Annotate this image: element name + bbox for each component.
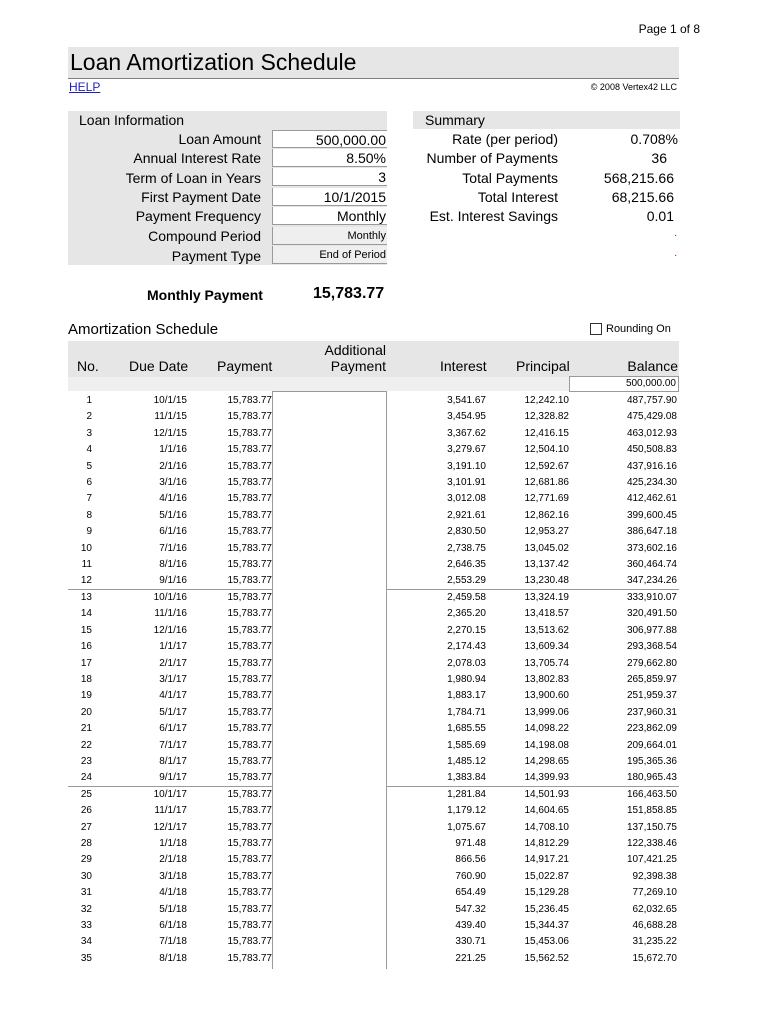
- row-balance: 62,032.65: [632, 903, 677, 915]
- row-payment: 15,783.77: [227, 477, 272, 489]
- schedule-title: Amortization Schedule: [68, 321, 219, 338]
- row-due-date: 12/1/16: [153, 624, 187, 636]
- row-due-date: 9/1/17: [159, 772, 187, 784]
- row-payment: 15,783.77: [227, 854, 272, 866]
- row-due-date: 8/1/16: [159, 559, 187, 571]
- row-interest: 1,685.55: [447, 723, 486, 735]
- row-interest: 1,075.67: [447, 821, 486, 833]
- row-due-date: 7/1/16: [159, 542, 187, 554]
- compound-period-label: Compound Period: [148, 228, 261, 244]
- row-payment: 15,783.77: [227, 887, 272, 899]
- table-row: [68, 720, 679, 736]
- row-number: 33: [80, 920, 92, 931]
- row-number: 2: [86, 411, 92, 423]
- row-payment: 15,783.77: [227, 575, 272, 587]
- row-number: 9: [86, 526, 92, 538]
- row-balance: 437,916.16: [626, 460, 677, 472]
- row-due-date: 2/1/18: [159, 854, 187, 866]
- row-interest: 2,646.35: [447, 559, 486, 571]
- row-principal: 12,953.27: [524, 526, 569, 538]
- row-principal: 13,802.83: [524, 673, 569, 685]
- row-payment: 15,783.77: [227, 723, 272, 735]
- interest-rate-field[interactable]: 8.50%: [272, 149, 387, 167]
- row-balance: 487,757.90: [626, 395, 677, 406]
- table-row: [68, 884, 679, 900]
- row-principal: 13,900.60: [524, 690, 569, 702]
- row-principal: 15,344.37: [524, 920, 569, 931]
- row-principal: 13,230.48: [524, 575, 569, 587]
- loan-term-label: Term of Loan in Years: [125, 170, 261, 186]
- table-row: [68, 392, 679, 408]
- group-divider: [68, 786, 272, 787]
- table-row: [68, 474, 679, 490]
- row-principal: 12,862.16: [524, 509, 569, 521]
- row-number: 21: [80, 723, 92, 735]
- row-interest: 2,365.20: [447, 608, 486, 620]
- table-row: [68, 786, 679, 802]
- row-balance: 209,664.01: [626, 739, 677, 751]
- row-interest: 547.32: [455, 903, 486, 915]
- table-row: [68, 671, 679, 687]
- rounding-label: Rounding On: [606, 323, 671, 335]
- interest-savings-value: 0.01: [646, 208, 674, 224]
- row-due-date: 2/1/16: [159, 460, 187, 472]
- row-principal: 12,328.82: [524, 411, 569, 423]
- table-row: [68, 851, 679, 867]
- table-row: [68, 753, 679, 769]
- row-number: 34: [80, 936, 92, 948]
- row-payment: 15,783.77: [227, 952, 272, 964]
- row-principal: 13,045.02: [524, 542, 569, 554]
- row-balance: 237,960.31: [626, 706, 677, 718]
- row-principal: 12,771.69: [524, 493, 569, 505]
- monthly-payment-label: Monthly Payment: [147, 287, 263, 303]
- row-balance: 373,602.16: [626, 542, 677, 554]
- table-row: [68, 507, 679, 523]
- row-payment: 15,783.77: [227, 788, 272, 800]
- row-payment: 15,783.77: [227, 493, 272, 505]
- row-principal: 14,812.29: [524, 837, 569, 849]
- total-interest-value: 68,215.66: [611, 189, 674, 205]
- row-payment: 15,783.77: [227, 591, 272, 603]
- row-payment: 15,783.77: [227, 706, 272, 718]
- row-number: 17: [80, 657, 92, 669]
- row-due-date: 11/1/17: [154, 805, 187, 817]
- row-balance: 306,977.88: [626, 624, 677, 636]
- table-row: [68, 819, 679, 835]
- total-interest-label: Total Interest: [477, 189, 558, 205]
- row-interest: 971.48: [455, 837, 486, 849]
- row-interest: 1,179.12: [447, 805, 486, 817]
- row-interest: 330.71: [455, 936, 486, 948]
- row-principal: 14,098.22: [524, 723, 569, 735]
- row-interest: 2,738.75: [447, 542, 486, 554]
- row-due-date: 8/1/17: [159, 755, 187, 767]
- col-header-principal: Principal: [516, 358, 570, 374]
- row-payment: 15,783.77: [227, 411, 272, 423]
- rounding-checkbox[interactable]: [590, 323, 671, 335]
- row-due-date: 5/1/16: [159, 509, 187, 521]
- row-due-date: 10/1/17: [153, 788, 187, 800]
- row-principal: 12,416.15: [524, 427, 569, 439]
- row-due-date: 2/1/17: [159, 657, 187, 669]
- row-number: 35: [80, 952, 92, 964]
- row-principal: 12,242.10: [524, 395, 569, 406]
- table-row: [68, 540, 679, 556]
- page-number: Page 1 of 8: [638, 22, 700, 36]
- row-principal: 13,705.74: [524, 657, 569, 669]
- row-number: 25: [80, 788, 92, 800]
- row-balance: 347,234.26: [626, 575, 677, 587]
- row-balance: 251,959.37: [626, 690, 677, 702]
- row-interest: 2,174.43: [447, 641, 486, 653]
- row-interest: 3,012.08: [447, 493, 486, 505]
- row-payment: 15,783.77: [227, 936, 272, 948]
- row-payment: 15,783.77: [227, 444, 272, 456]
- row-balance: 180,965.43: [626, 772, 677, 784]
- row-number: 16: [80, 641, 92, 653]
- row-interest: 1,383.84: [447, 772, 486, 784]
- payment-type-label: Payment Type: [171, 248, 261, 264]
- col-header-additional-1: Additional: [324, 342, 386, 358]
- loan-term-field[interactable]: 3: [272, 168, 387, 186]
- rate-per-period-label: Rate (per period): [452, 131, 558, 147]
- row-balance: 279,662.80: [626, 657, 677, 669]
- row-number: 12: [80, 575, 92, 587]
- row-principal: 13,137.42: [524, 559, 569, 571]
- marker-dot: .: [674, 248, 677, 259]
- table-row: [68, 901, 679, 917]
- row-due-date: 10/1/15: [153, 395, 187, 406]
- row-number: 5: [86, 460, 92, 472]
- summary-header: Summary: [425, 112, 485, 128]
- row-balance: 92,398.38: [632, 870, 677, 882]
- row-number: 30: [80, 870, 92, 882]
- row-interest: 3,279.67: [447, 444, 486, 456]
- col-header-balance: Balance: [627, 358, 678, 374]
- table-row: [68, 589, 679, 605]
- row-number: 23: [80, 755, 92, 767]
- row-balance: 137,150.75: [626, 821, 677, 833]
- row-balance: 46,688.28: [632, 920, 677, 931]
- row-principal: 13,513.62: [524, 624, 569, 636]
- row-payment: 15,783.77: [227, 837, 272, 849]
- row-number: 13: [80, 591, 92, 603]
- row-balance: 77,269.10: [632, 887, 677, 899]
- row-number: 7: [86, 493, 92, 505]
- total-payments-value: 568,215.66: [603, 170, 674, 186]
- row-number: 26: [80, 805, 92, 817]
- row-payment: 15,783.77: [227, 395, 272, 406]
- row-interest: 221.25: [455, 952, 486, 964]
- row-due-date: 11/1/15: [154, 411, 187, 423]
- marker-dot: .: [674, 228, 677, 239]
- col-header-payment: Payment: [217, 358, 273, 374]
- table-row: [68, 917, 679, 933]
- row-balance: 450,508.83: [626, 444, 677, 456]
- row-balance: 151,858.85: [626, 805, 677, 817]
- col-header-no: No.: [77, 358, 99, 374]
- row-number: 15: [80, 624, 92, 636]
- col-header-due-date: Due Date: [129, 358, 189, 374]
- row-due-date: 1/1/17: [159, 641, 187, 653]
- row-interest: 2,459.58: [447, 591, 486, 603]
- row-due-date: 6/1/17: [159, 723, 187, 735]
- row-interest: 1,585.69: [447, 739, 486, 751]
- row-due-date: 9/1/16: [159, 575, 187, 587]
- row-balance: 223,862.09: [626, 723, 677, 735]
- row-interest: 1,485.12: [447, 755, 486, 767]
- total-payments-label: Total Payments: [462, 170, 558, 186]
- row-balance: 320,491.50: [626, 608, 677, 620]
- col-header-interest: Interest: [440, 358, 487, 374]
- row-number: 4: [86, 444, 92, 456]
- table-row: [68, 835, 679, 851]
- row-balance: 15,672.70: [632, 952, 677, 964]
- number-of-payments-value: 36: [651, 150, 667, 166]
- row-payment: 15,783.77: [227, 509, 272, 521]
- first-payment-date-label: First Payment Date: [141, 189, 261, 205]
- row-payment: 15,783.77: [227, 870, 272, 882]
- row-payment: 15,783.77: [227, 690, 272, 702]
- row-principal: 15,129.28: [524, 887, 569, 899]
- interest-savings-label: Est. Interest Savings: [429, 208, 558, 224]
- row-balance: 122,338.46: [626, 837, 677, 849]
- starting-balance: 500,000.00: [569, 376, 679, 392]
- row-principal: 14,399.93: [524, 772, 569, 784]
- row-due-date: 8/1/18: [159, 952, 187, 964]
- row-interest: 1,281.84: [447, 788, 486, 800]
- row-interest: 3,191.10: [447, 460, 486, 472]
- group-divider: [68, 589, 272, 590]
- table-row: [68, 523, 679, 539]
- row-number: 19: [80, 690, 92, 702]
- table-row: [68, 802, 679, 818]
- row-number: 8: [86, 509, 92, 521]
- compound-period-select[interactable]: Monthly: [272, 227, 387, 245]
- row-principal: 15,236.45: [524, 903, 569, 915]
- loan-amount-label: Loan Amount: [178, 131, 261, 147]
- row-payment: 15,783.77: [227, 805, 272, 817]
- payment-frequency-select[interactable]: Monthly: [272, 207, 387, 225]
- row-payment: 15,783.77: [227, 920, 272, 931]
- row-interest: 760.90: [455, 870, 486, 882]
- number-of-payments-label: Number of Payments: [426, 150, 558, 166]
- monthly-payment-value: 15,783.77: [313, 285, 385, 302]
- row-number: 20: [80, 706, 92, 718]
- row-interest: 3,101.91: [447, 477, 486, 489]
- row-due-date: 6/1/18: [159, 920, 187, 931]
- loan-amount-field[interactable]: 500,000.00: [272, 130, 387, 148]
- row-number: 14: [80, 608, 92, 620]
- row-balance: 386,647.18: [626, 526, 677, 538]
- row-number: 18: [80, 673, 92, 685]
- table-row: [68, 769, 679, 785]
- row-due-date: 3/1/18: [159, 870, 187, 882]
- row-number: 27: [80, 821, 92, 833]
- rate-per-period-value: 0.708%: [630, 131, 678, 147]
- schedule-table: [68, 392, 679, 966]
- row-number: 3: [86, 427, 92, 439]
- row-interest: 1,784.71: [447, 706, 486, 718]
- row-interest: 2,830.50: [447, 526, 486, 538]
- row-interest: 866.56: [455, 854, 486, 866]
- loan-info-header: Loan Information: [79, 112, 185, 128]
- row-principal: 14,298.65: [524, 755, 569, 767]
- row-balance: 412,462.61: [626, 493, 677, 505]
- row-payment: 15,783.77: [227, 427, 272, 439]
- row-principal: 12,681.86: [524, 477, 569, 489]
- row-interest: 1,883.17: [447, 690, 486, 702]
- table-row: [68, 655, 679, 671]
- row-payment: 15,783.77: [227, 542, 272, 554]
- col-header-additional-2: Payment: [330, 358, 386, 374]
- row-principal: 12,592.67: [524, 460, 569, 472]
- row-payment: 15,783.77: [227, 559, 272, 571]
- row-number: 24: [80, 772, 92, 784]
- table-row: [68, 622, 679, 638]
- row-payment: 15,783.77: [227, 460, 272, 472]
- table-row: [68, 605, 679, 621]
- row-interest: 654.49: [455, 887, 486, 899]
- row-due-date: 6/1/16: [159, 526, 187, 538]
- table-row: [68, 737, 679, 753]
- row-due-date: 12/1/17: [153, 821, 187, 833]
- row-interest: 439.40: [455, 920, 486, 931]
- row-interest: 1,980.94: [447, 673, 486, 685]
- row-due-date: 12/1/15: [153, 427, 187, 439]
- row-principal: 14,198.08: [524, 739, 569, 751]
- row-principal: 15,562.52: [524, 952, 569, 964]
- row-payment: 15,783.77: [227, 903, 272, 915]
- row-balance: 166,463.50: [626, 788, 677, 800]
- row-balance: 333,910.07: [626, 591, 677, 603]
- row-payment: 15,783.77: [227, 821, 272, 833]
- row-due-date: 4/1/18: [159, 887, 187, 899]
- group-divider: [387, 589, 679, 590]
- row-payment: 15,783.77: [227, 755, 272, 767]
- row-balance: 107,421.25: [626, 854, 677, 866]
- interest-rate-label: Annual Interest Rate: [133, 150, 261, 166]
- row-number: 29: [80, 854, 92, 866]
- row-balance: 265,859.97: [626, 673, 677, 685]
- table-row: [68, 933, 679, 949]
- row-principal: 14,501.93: [524, 788, 569, 800]
- row-principal: 12,504.10: [524, 444, 569, 456]
- table-row: [68, 458, 679, 474]
- row-due-date: 1/1/18: [159, 837, 187, 849]
- row-due-date: 3/1/17: [159, 673, 187, 685]
- row-due-date: 5/1/17: [159, 706, 187, 718]
- row-balance: 399,600.45: [626, 509, 677, 521]
- checkbox-icon[interactable]: [590, 323, 602, 335]
- row-due-date: 3/1/16: [159, 477, 187, 489]
- table-row: [68, 490, 679, 506]
- row-interest: 2,270.15: [447, 624, 486, 636]
- row-payment: 15,783.77: [227, 608, 272, 620]
- row-due-date: 4/1/17: [159, 690, 187, 702]
- row-principal: 13,324.19: [524, 591, 569, 603]
- row-interest: 3,541.67: [447, 395, 486, 406]
- row-balance: 195,365.36: [626, 755, 677, 767]
- row-payment: 15,783.77: [227, 641, 272, 653]
- row-number: 31: [80, 887, 92, 899]
- row-number: 10: [80, 542, 92, 554]
- row-number: 22: [80, 739, 92, 751]
- group-divider: [387, 786, 679, 787]
- row-balance: 31,235.22: [632, 936, 677, 948]
- table-row: [68, 425, 679, 441]
- page-title: Loan Amortization Schedule: [70, 49, 357, 75]
- row-balance: 475,429.08: [626, 411, 677, 423]
- row-balance: 293,368.54: [626, 641, 677, 653]
- row-interest: 3,454.95: [447, 411, 486, 423]
- row-principal: 15,453.06: [524, 936, 569, 948]
- row-due-date: 7/1/17: [159, 739, 187, 751]
- table-row: [68, 408, 679, 424]
- copyright: © 2008 Vertex42 LLC: [590, 82, 677, 92]
- row-principal: 14,917.21: [524, 854, 569, 866]
- row-interest: 2,921.61: [447, 509, 486, 521]
- row-payment: 15,783.77: [227, 739, 272, 751]
- row-principal: 14,708.10: [524, 821, 569, 833]
- payment-frequency-label: Payment Frequency: [135, 208, 261, 224]
- row-number: 6: [86, 477, 92, 489]
- row-due-date: 10/1/16: [153, 591, 187, 603]
- row-principal: 13,418.57: [524, 608, 569, 620]
- row-balance: 463,012.93: [626, 427, 677, 439]
- row-interest: 2,078.03: [447, 657, 486, 669]
- table-row: [68, 704, 679, 720]
- table-row: [68, 556, 679, 572]
- row-number: 11: [81, 559, 92, 571]
- table-row: [68, 950, 679, 966]
- row-payment: 15,783.77: [227, 657, 272, 669]
- row-balance: 425,234.30: [626, 477, 677, 489]
- row-due-date: 1/1/16: [159, 444, 187, 456]
- row-payment: 15,783.77: [227, 624, 272, 636]
- help-link[interactable]: HELP: [69, 80, 101, 94]
- row-principal: 15,022.87: [524, 870, 569, 882]
- table-row: [68, 441, 679, 457]
- row-number: 1: [86, 395, 92, 406]
- row-principal: 14,604.65: [524, 805, 569, 817]
- row-payment: 15,783.77: [227, 526, 272, 538]
- table-row: [68, 638, 679, 654]
- row-balance: 360,464.74: [626, 559, 677, 571]
- row-payment: 15,783.77: [227, 673, 272, 685]
- payment-type-select[interactable]: End of Period: [272, 246, 387, 264]
- row-due-date: 11/1/16: [154, 608, 187, 620]
- row-number: 32: [80, 903, 92, 915]
- row-principal: 13,999.06: [524, 706, 569, 718]
- table-row: [68, 687, 679, 703]
- row-number: 28: [80, 837, 92, 849]
- row-due-date: 4/1/16: [159, 493, 187, 505]
- row-principal: 13,609.34: [524, 641, 569, 653]
- row-due-date: 7/1/18: [159, 936, 187, 948]
- row-interest: 2,553.29: [447, 575, 486, 587]
- row-interest: 3,367.62: [447, 427, 486, 439]
- table-row: [68, 572, 679, 588]
- row-payment: 15,783.77: [227, 772, 272, 784]
- first-payment-date-field[interactable]: 10/1/2015: [272, 188, 387, 206]
- table-row: [68, 868, 679, 884]
- row-due-date: 5/1/18: [159, 903, 187, 915]
